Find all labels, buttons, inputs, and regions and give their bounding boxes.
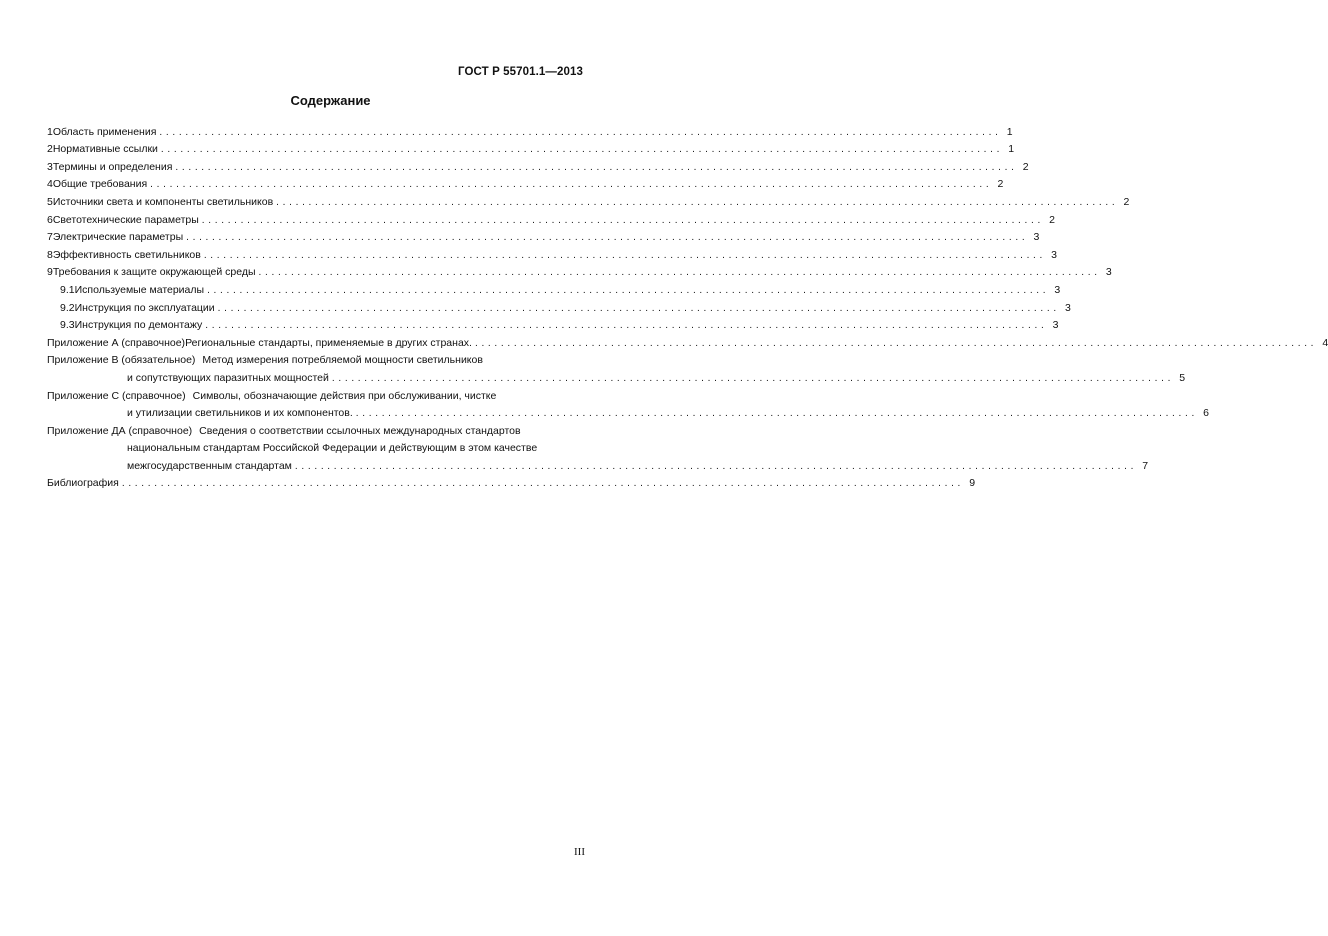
leader-dots: ..................................................................................................................................: [331, 372, 1175, 384]
toc-page-number: 4: [1322, 336, 1328, 349]
page-number: III: [574, 846, 585, 858]
toc-page-number: 3: [1033, 231, 1040, 244]
document-code: ГОСТ Р 55701.1—2013: [458, 66, 583, 78]
leader-dots: ..................................................................................................................................: [207, 284, 1050, 296]
appendix-title-line3: межгосударственным стандартам: [127, 459, 292, 472]
appendix-title-line2: и сопутствующих паразитных мощностей: [127, 371, 329, 384]
toc-entry-text: Инструкция по эксплуатации: [74, 301, 215, 314]
toc-appendix-da[interactable]: [47, 420, 584, 438]
toc-entry[interactable]: 1 Область применения .................................................................................................................................. 1: [47, 125, 1013, 138]
toc-entry-text: Область применения: [52, 125, 157, 138]
toc-entry[interactable]: 9 Требования к защите окружающей среды .................................................................................................................................. 3: [47, 266, 1112, 279]
appendix-title-line2: и утилизации светильников и их компонентов.: [127, 407, 353, 420]
appendix-title-line2: национальным стандартам Российской Федерации и действующим в этом качестве: [127, 442, 538, 455]
toc-entry-text: Нормативные ссылки: [52, 143, 158, 156]
toc-entry-text: Электрические параметры: [52, 231, 184, 244]
toc-entry[interactable]: 2 Нормативные ссылки .................................................................................................................................. 1: [47, 143, 1015, 156]
appendix-title: Сведения о соответствии ссылочных международных стандартов: [199, 424, 521, 437]
toc-entry-text: Инструкция по демонтажу: [74, 319, 203, 332]
toc-page-number: 2: [997, 178, 1004, 191]
leader-dots: ..................................................................................................................................: [276, 196, 1119, 208]
appendix-label: Приложение В (обязательное): [47, 354, 196, 367]
leader-dots: ..................................................................................................................................: [201, 214, 1044, 226]
toc-entry-text: Требования к защите окружающей среды: [52, 266, 256, 279]
toc-entry-text: Источники света и компоненты светильников: [52, 195, 274, 208]
table-of-contents: [47, 121, 1328, 490]
toc-page-number: 2: [1022, 160, 1029, 173]
leader-dots: ..................................................................................................................................: [294, 460, 1138, 472]
toc-appendix-da-continued[interactable]: [47, 455, 1149, 473]
toc-page-number: 2: [1123, 195, 1130, 208]
toc-appendix-b-continued[interactable]: [47, 367, 1186, 385]
toc-page-number: 6: [1203, 407, 1209, 420]
toc-entry[interactable]: 3 Термины и определения .................................................................................................................................. 2: [47, 160, 1029, 173]
leader-dots: ..................................................................................................................................: [474, 337, 1318, 349]
appendix-label: Приложение А (справочное): [47, 336, 186, 349]
appendix-title: Символы, обозначающие действия при обслуживании, чистке: [192, 389, 497, 402]
toc-subentry[interactable]: 9.3 Инструкция по демонтажу .................................................................................................................................. 3: [60, 319, 1059, 332]
appendix-label: Приложение ДА (справочное): [47, 424, 193, 437]
toc-entry-text: Светотехнические параметры: [52, 213, 199, 226]
leader-dots: ..................................................................................................................................: [150, 179, 993, 191]
toc-entry-text: Общие требования: [52, 178, 148, 191]
toc-entry[interactable]: 8 Эффективность светильников .................................................................................................................................. 3: [47, 248, 1058, 261]
toc-page-number: 3: [1054, 283, 1061, 296]
leader-dots: ..................................................................................................................................: [121, 478, 965, 490]
toc-page-number: 5: [1179, 371, 1186, 384]
toc-entry[interactable]: 6 Светотехнические параметры .................................................................................................................................. 2: [47, 213, 1055, 226]
toc-entry[interactable]: 7 Электрические параметры .................................................................................................................................. 3: [47, 231, 1040, 244]
appendix-title: Региональные стандарты, применяемые в других странах.: [185, 336, 472, 349]
toc-page-number: 7: [1142, 459, 1149, 472]
appendix-title: Метод измерения потребляемой мощности светильников: [202, 354, 483, 367]
leader-dots: ..................................................................................................................................: [205, 320, 1048, 332]
toc-page-number: 3: [1105, 266, 1112, 279]
toc-bibliography[interactable]: [47, 473, 976, 491]
toc-page-number: 1: [1008, 143, 1015, 156]
leader-dots: ..................................................................................................................................: [203, 249, 1047, 261]
toc-subentry[interactable]: 9.1 Используемые материалы .................................................................................................................................. 3: [60, 283, 1061, 296]
toc-title: Содержание: [290, 93, 371, 108]
leader-dots: ..................................................................................................................................: [217, 302, 1060, 314]
leader-dots: ..................................................................................................................................: [186, 232, 1029, 244]
appendix-label: Приложение С (справочное): [47, 389, 186, 402]
toc-entry[interactable]: 5 Источники света и компоненты светильников .................................................................................................................................. 2: [47, 195, 1130, 208]
toc-appendix-a[interactable]: [47, 332, 1328, 350]
leader-dots: ..................................................................................................................................: [175, 161, 1018, 173]
toc-entry-text: Термины и определения: [52, 160, 173, 173]
toc-entry-text: Эффективность светильников: [52, 248, 201, 261]
toc-page-number: 9: [969, 477, 976, 490]
toc-entry-text: Используемые материалы: [74, 283, 205, 296]
leader-dots: ..................................................................................................................................: [258, 267, 1101, 279]
toc-page-number: 3: [1065, 301, 1071, 314]
toc-page-number: 3: [1051, 248, 1058, 261]
toc-appendix-da-continued[interactable]: [47, 438, 584, 456]
toc-page-number: 3: [1052, 319, 1059, 332]
leader-dots: ..................................................................................................................................: [159, 126, 1002, 138]
toc-page-number: 2: [1049, 213, 1055, 226]
toc-entry-text: Библиография: [47, 477, 119, 490]
toc-page-number: 1: [1006, 125, 1013, 138]
leader-dots: ..................................................................................................................................: [355, 408, 1198, 420]
toc-subentry[interactable]: 9.2 Инструкция по эксплуатации .................................................................................................................................. 3: [60, 301, 1071, 314]
toc-entry[interactable]: 4 Общие требования .................................................................................................................................. 2: [47, 178, 1004, 191]
toc-appendix-c[interactable]: [47, 385, 584, 403]
toc-appendix-c-continued[interactable]: [47, 403, 1209, 421]
leader-dots: ..................................................................................................................................: [160, 144, 1004, 156]
toc-appendix-b[interactable]: [47, 350, 584, 368]
